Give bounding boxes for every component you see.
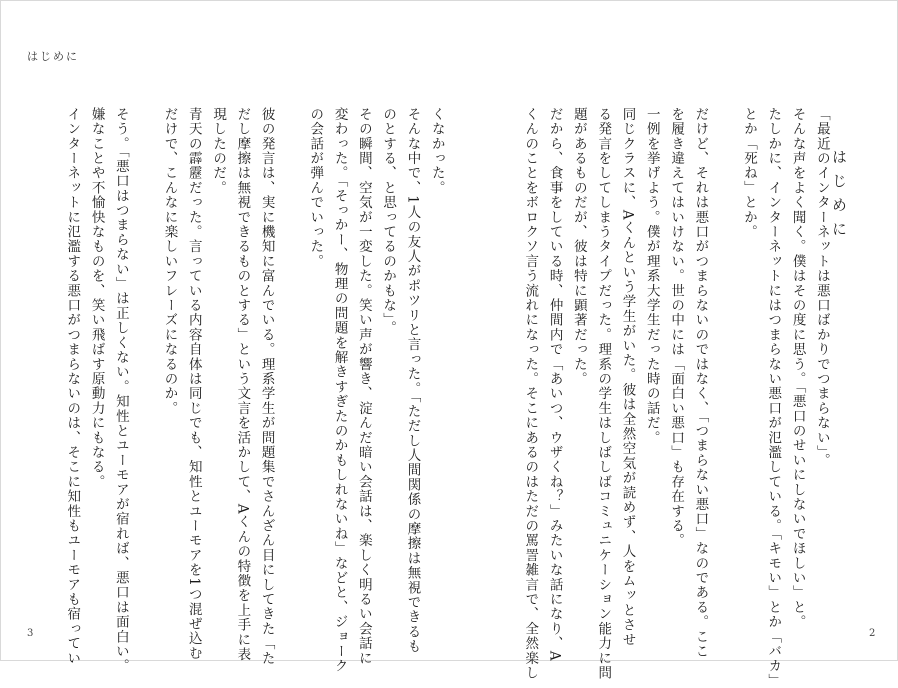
running-head: はじめに [27, 50, 79, 63]
text-line: 一例を挙げよう。僕が理系大学生だった時の話だ。 [643, 107, 660, 446]
right-page-body [518, 107, 834, 688]
text-line: たしかに、インターネットにはつまらない悪口が氾濫している。「キモい」とか「バカ」 [765, 107, 782, 688]
text-line: そんな声をよく聞く。僕はその度に思う。「悪口のせいにしないでほしい」と。 [789, 107, 806, 630]
text-line: そう。「悪口はつまらない」は正しくない。知性とユーモアが宿れば、悪口は面白い。 [112, 107, 129, 674]
text-line: 現したのだ。 [210, 107, 227, 196]
text-line: の会話が弾んでいった。 [307, 107, 324, 269]
text-line: インターネットに氾濫する悪口がつまらないのは、そこに知性もユーモアも宿ってい [64, 107, 81, 666]
text-line: その瞬間、空気が一変した。笑い声が響き、淀んだ暗い会話は、楽しく明るい会話に [355, 107, 372, 666]
text-line: 嫌なことや不愉快なものを、笑い飛ばす原動力にもなる。 [88, 107, 105, 490]
text-line: のとする、と思ってるのかもな」。 [380, 107, 397, 336]
text-line: だし摩擦は無視できるものとする」という文言を活かして、Aくんの特徴を上手に表 [234, 107, 251, 662]
text-line [712, 107, 736, 688]
text-line: 青天の霹靂だった。言っている内容自体は同じでも、知性とユーモアを1つ混ぜ込む [185, 107, 202, 661]
text-line: くなかった。 [428, 107, 445, 196]
page-number-left: 3 [27, 628, 34, 639]
text-line: 変わった。「そっかー、物理の問題を解きすぎたのかもしれないね」などと、ジョーク [331, 107, 348, 674]
text-line: そんな中で、1人の友人がポツリと言った。「ただし人間関係の摩擦は無視できるも [404, 107, 421, 654]
page-number-right: 2 [869, 628, 876, 639]
text-line: だから、食事をしている時、仲間内で「あいつ、ウザくね？」みたいな話になり、A [546, 107, 563, 662]
text-line: 同じクラスに、Aくんという学生がいた。彼は全然空気が読めず、人をムッとさせ [619, 107, 636, 648]
chapter-title: はじめに [830, 149, 848, 245]
text-line: 彼の発言は、実に機知に富んでいる。理系学生が問題集でさんざん目にしてきた「た [258, 107, 275, 666]
text-line: とか「死ね」とか。 [740, 107, 757, 240]
text-line: 「最近のインターネットは悪口ばかりでつまらない」。 [813, 107, 830, 468]
left-page-body [60, 107, 449, 674]
text-line: くんのことをボロクソ言う流れになった。そこにあるのはただの罵詈雑言で、全然楽し [522, 107, 539, 681]
text-line: を履き違えてはいけない。世の中には「面白い悪口」も存在する。 [668, 107, 685, 548]
text-line: だけで、こんなに楽しいフレーズになるのか。 [161, 107, 178, 416]
text-line: だけど、それは悪口がつまらないのではなく、「つまらない悪口」なのである。ここ [692, 107, 709, 659]
text-line [279, 107, 303, 674]
text-line [133, 107, 157, 674]
text-line: る発言をしてしまうタイプだった。理系の学生はしばしばコミュニケーション能力に問 [595, 107, 612, 681]
text-line: 題があるものだが、彼は特に顕著だった。 [570, 107, 587, 387]
